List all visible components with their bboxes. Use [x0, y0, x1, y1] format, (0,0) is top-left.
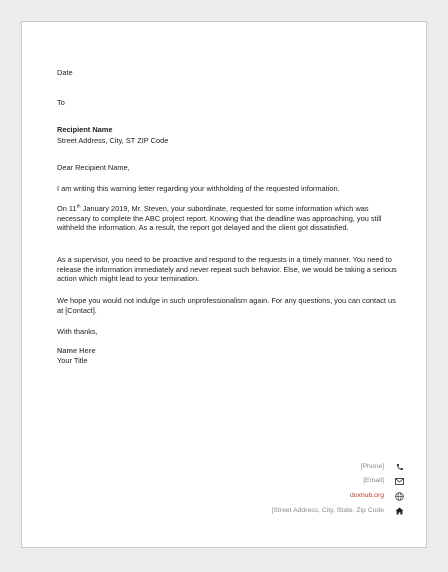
phone-icon — [395, 463, 404, 472]
recipient-address: Street Address, City, ST ZIP Code — [57, 136, 169, 145]
closing: With thanks, — [57, 327, 98, 336]
paragraph-incident — [57, 204, 397, 233]
footer-address — [272, 506, 384, 516]
recipient-name: Recipient Name — [57, 125, 113, 134]
paragraph-closing-note: We hope you would not indulge in such unprofessionalism again. For any questions, you can contact us at [Contact]. — [57, 296, 396, 315]
paragraph-incident-suffix: th — [76, 204, 81, 210]
footer-email-text: [Email] — [363, 477, 384, 485]
footer-phone-text: [Phone] — [360, 463, 384, 471]
footer-email — [363, 476, 384, 486]
footer-phone — [361, 462, 384, 472]
signer-title: Your Title — [57, 356, 88, 365]
letter-page — [21, 21, 427, 548]
footer-website-text[interactable]: doxhub.org — [349, 492, 384, 500]
paragraph-incident-day: On 11 — [57, 204, 77, 213]
globe-icon — [395, 492, 404, 501]
to-label: To — [57, 98, 65, 107]
paragraph-incident-rest: January 2019, Mr. Steven, your subordinate, requested for some information which was necessary to complete the ABC project report. Knowing that the deadline was approaching, you still withheld the information. As a result, the report got delayed and the client got dissatisfied. — [57, 204, 382, 233]
home-icon — [395, 507, 404, 516]
date-label: Date — [57, 68, 73, 77]
paragraph-warning: As a supervisor, you need to be proactive and respond to the requests in a timely manner. You need to release the information immediately and never repeat such behavior. Else, we would be taking a serious action which might lead to your termination. — [57, 255, 397, 284]
salutation: Dear Recipient Name, — [57, 163, 130, 172]
email-icon — [395, 477, 404, 486]
footer-website — [350, 491, 384, 501]
footer-address-text: [Street Address, City, State, Zip Code — [271, 507, 384, 515]
signer-name: Name Here — [57, 346, 96, 355]
paragraph-intro: I am writing this warning letter regarding your withholding of the requested information. — [57, 184, 340, 193]
